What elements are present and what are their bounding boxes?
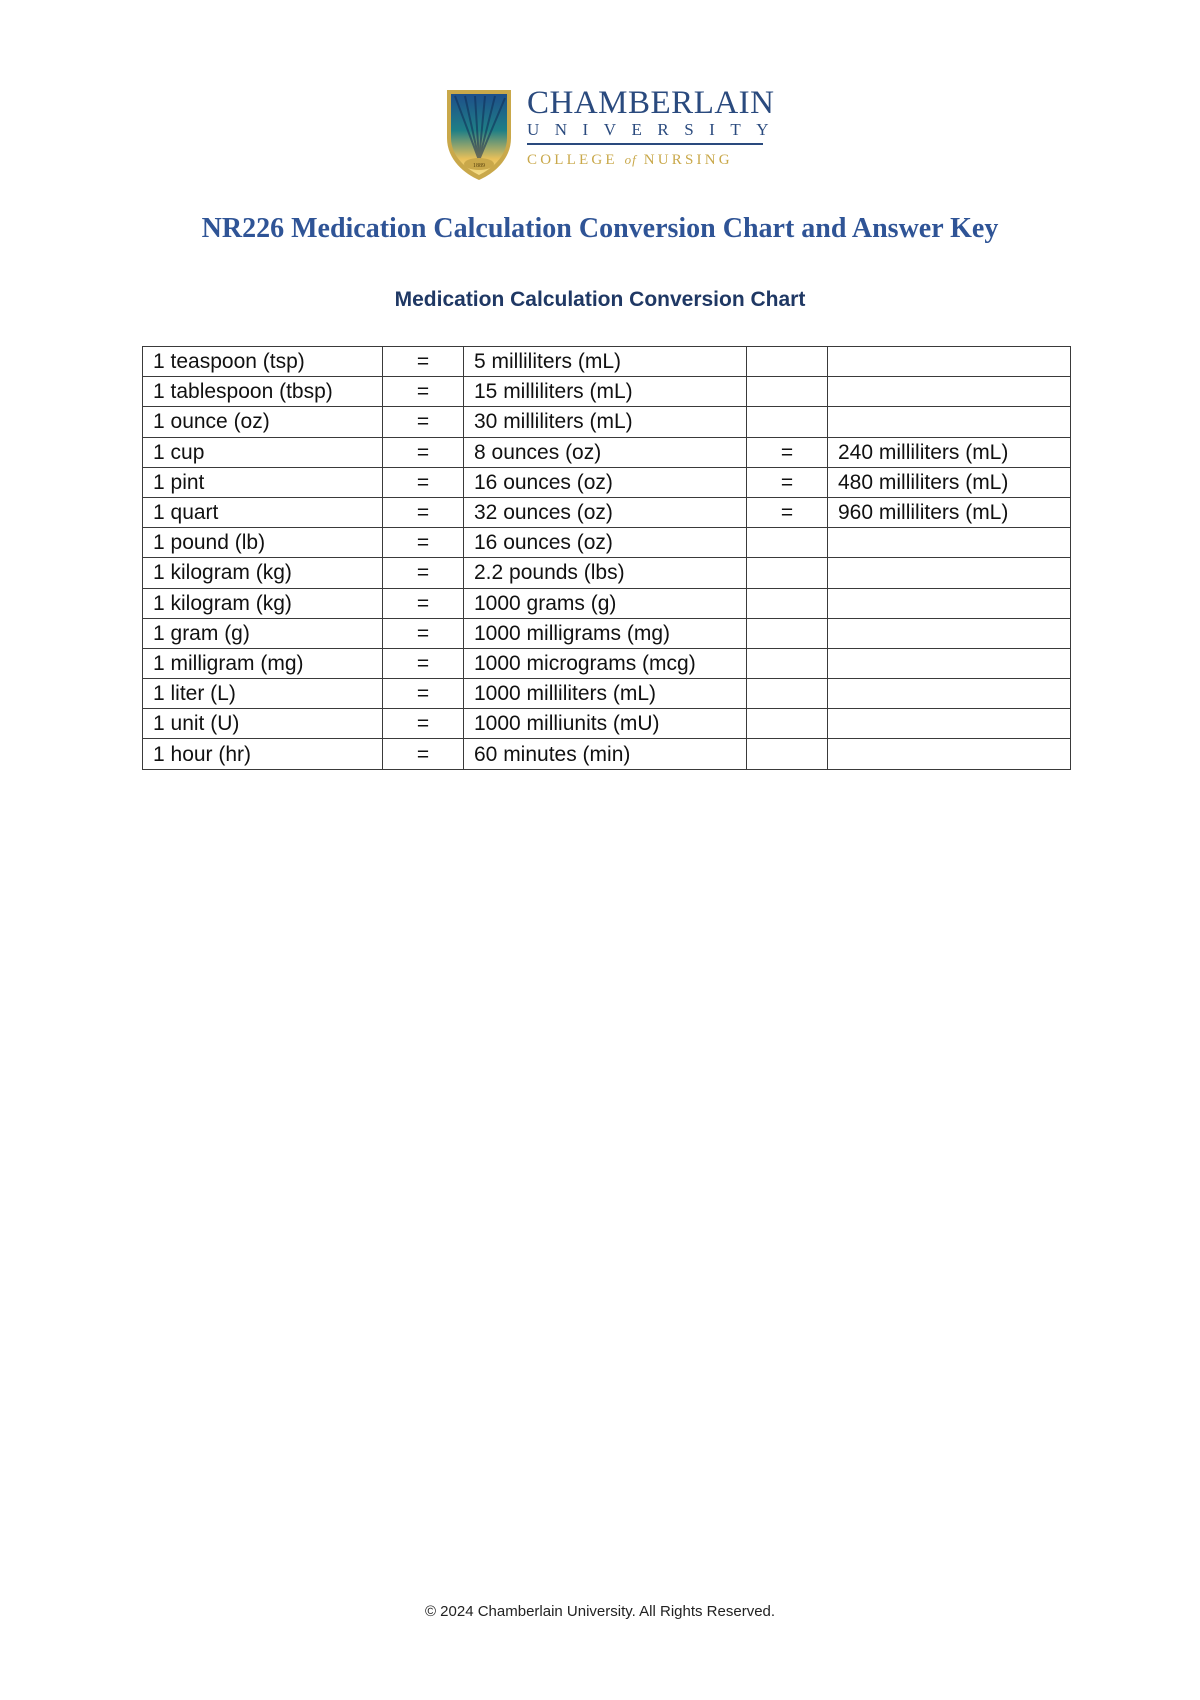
equals-cell: =	[383, 437, 464, 467]
table-row	[143, 618, 1071, 648]
equals-cell: =	[383, 528, 464, 558]
value-cell: 5 milliliters (mL)	[464, 347, 747, 377]
logo-wordmark	[527, 86, 784, 169]
alternate-value-cell: 480 milliliters (mL)	[828, 467, 1071, 497]
value-cell: 1000 grams (g)	[464, 588, 747, 618]
equals-cell: =	[383, 558, 464, 588]
second-equals-cell	[747, 558, 828, 588]
second-equals-cell: =	[747, 467, 828, 497]
chamberlain-logo	[443, 85, 784, 186]
alternate-value-cell	[828, 648, 1071, 678]
seal-text: 1889	[473, 163, 485, 169]
value-cell: 30 milliliters (mL)	[464, 407, 747, 437]
value-cell: 1000 micrograms (mcg)	[464, 648, 747, 678]
equals-cell: =	[383, 739, 464, 769]
table-row	[143, 407, 1071, 437]
unit-cell: 1 gram (g)	[143, 618, 383, 648]
document-title: NR226 Medication Calculation Conversion Chart and Answer Key	[201, 213, 999, 244]
table-row	[143, 588, 1071, 618]
conversion-table-body	[143, 347, 1071, 770]
chart-title: Medication Calculation Conversion Chart	[394, 288, 806, 311]
table-row	[143, 679, 1071, 709]
table-row	[143, 467, 1071, 497]
equals-cell: =	[383, 467, 464, 497]
equals-cell: =	[383, 347, 464, 377]
table-row	[143, 558, 1071, 588]
alternate-value-cell	[828, 558, 1071, 588]
university-shield-icon	[443, 86, 515, 182]
second-equals-cell	[747, 679, 828, 709]
alternate-value-cell	[828, 407, 1071, 437]
equals-cell: =	[383, 407, 464, 437]
unit-cell: 1 kilogram (kg)	[143, 588, 383, 618]
logo-college-of: of	[624, 152, 637, 167]
unit-cell: 1 unit (U)	[143, 709, 383, 739]
table-row	[143, 528, 1071, 558]
alternate-value-cell	[828, 377, 1071, 407]
alternate-value-cell	[828, 679, 1071, 709]
alternate-value-cell: 960 milliliters (mL)	[828, 497, 1071, 527]
value-cell: 1000 milligrams (mg)	[464, 618, 747, 648]
logo-name: CHAMBERLAIN	[527, 85, 775, 121]
equals-cell: =	[383, 709, 464, 739]
second-equals-cell	[747, 588, 828, 618]
unit-cell: 1 teaspoon (tsp)	[143, 347, 383, 377]
value-cell: 2.2 pounds (lbs)	[464, 558, 747, 588]
alternate-value-cell	[828, 709, 1071, 739]
alternate-value-cell	[828, 739, 1071, 769]
second-equals-cell	[747, 709, 828, 739]
unit-cell: 1 cup	[143, 437, 383, 467]
unit-cell: 1 liter (L)	[143, 679, 383, 709]
logo-university: UNIVERSITY	[527, 120, 784, 139]
second-equals-cell	[747, 528, 828, 558]
value-cell: 60 minutes (min)	[464, 739, 747, 769]
table-row	[143, 377, 1071, 407]
second-equals-cell	[747, 739, 828, 769]
logo-college	[527, 151, 784, 169]
second-equals-cell	[747, 618, 828, 648]
table-row	[143, 739, 1071, 769]
equals-cell: =	[383, 679, 464, 709]
unit-cell: 1 milligram (mg)	[143, 648, 383, 678]
equals-cell: =	[383, 377, 464, 407]
second-equals-cell	[747, 377, 828, 407]
alternate-value-cell	[828, 618, 1071, 648]
second-equals-cell	[747, 407, 828, 437]
table-row	[143, 347, 1071, 377]
alternate-value-cell	[828, 588, 1071, 618]
value-cell: 1000 milliliters (mL)	[464, 679, 747, 709]
alternate-value-cell	[828, 347, 1071, 377]
equals-cell: =	[383, 648, 464, 678]
second-equals-cell	[747, 347, 828, 377]
value-cell: 15 milliliters (mL)	[464, 377, 747, 407]
value-cell: 16 ounces (oz)	[464, 467, 747, 497]
unit-cell: 1 hour (hr)	[143, 739, 383, 769]
second-equals-cell: =	[747, 437, 828, 467]
logo-college-post: NURSING	[636, 152, 733, 168]
table-row	[143, 709, 1071, 739]
equals-cell: =	[383, 588, 464, 618]
value-cell: 32 ounces (oz)	[464, 497, 747, 527]
unit-cell: 1 pound (lb)	[143, 528, 383, 558]
table-row	[143, 648, 1071, 678]
value-cell: 16 ounces (oz)	[464, 528, 747, 558]
unit-cell: 1 quart	[143, 497, 383, 527]
equals-cell: =	[383, 497, 464, 527]
unit-cell: 1 kilogram (kg)	[143, 558, 383, 588]
table-row	[143, 437, 1071, 467]
value-cell: 1000 milliunits (mU)	[464, 709, 747, 739]
unit-cell: 1 tablespoon (tbsp)	[143, 377, 383, 407]
alternate-value-cell: 240 milliliters (mL)	[828, 437, 1071, 467]
logo-divider	[527, 143, 763, 145]
copyright-footer: © 2024 Chamberlain University. All Rights Reserved.	[424, 1603, 776, 1620]
second-equals-cell	[747, 648, 828, 678]
equals-cell: =	[383, 618, 464, 648]
conversion-table	[142, 346, 1071, 770]
table-row	[143, 497, 1071, 527]
unit-cell: 1 pint	[143, 467, 383, 497]
value-cell: 8 ounces (oz)	[464, 437, 747, 467]
unit-cell: 1 ounce (oz)	[143, 407, 383, 437]
alternate-value-cell	[828, 528, 1071, 558]
second-equals-cell: =	[747, 497, 828, 527]
logo-college-pre: COLLEGE	[527, 152, 625, 168]
